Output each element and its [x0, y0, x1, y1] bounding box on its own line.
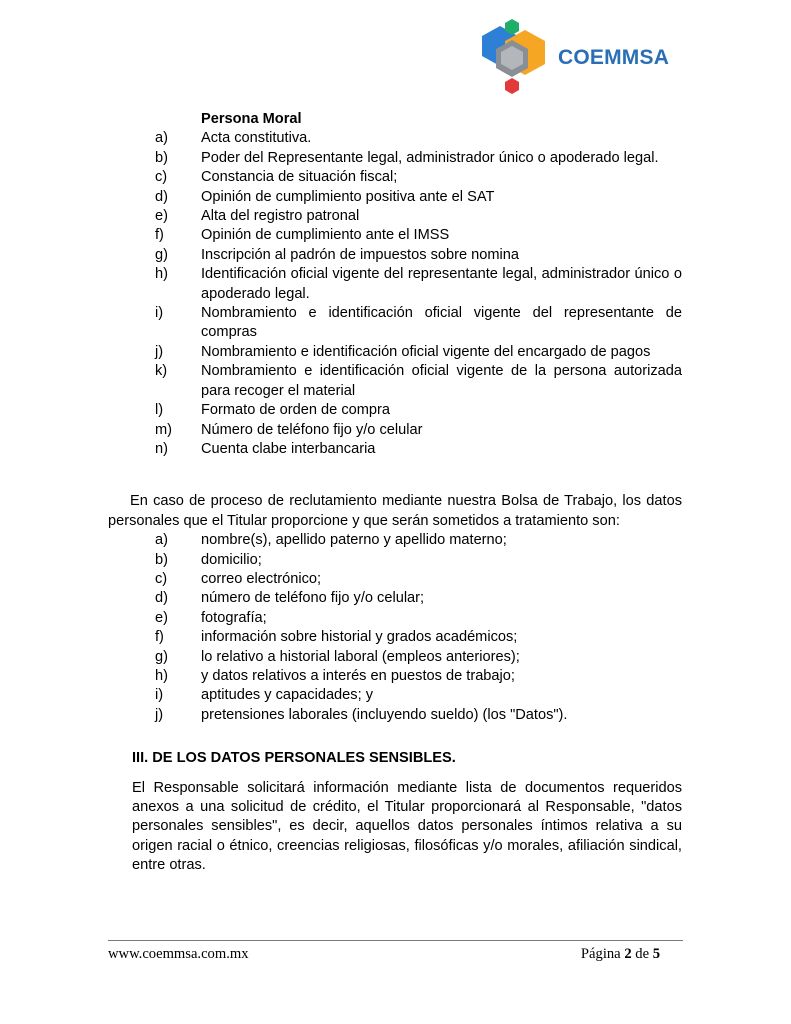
list-marker: n) [155, 440, 168, 457]
list-marker: j) [155, 343, 164, 360]
list-item-text: aptitudes y capacidades; y [201, 687, 373, 704]
footer-divider [108, 940, 683, 941]
list-item-text: número de teléfono fijo y/o celular; [201, 590, 425, 607]
list-marker: d) [155, 188, 168, 205]
list-item [108, 246, 682, 265]
reclutamiento-list [108, 531, 682, 725]
list-marker: f) [155, 227, 164, 244]
footer-page-number [581, 946, 660, 963]
list-marker: f) [155, 629, 164, 646]
section-3-title: III. DE LOS DATOS PERSONALES SENSIBLES. [132, 750, 456, 767]
list-item-text: Opinión de cumplimiento positiva ante el SAT [201, 188, 495, 205]
list-item-text: pretensiones laborales (incluyendo sueldo) (los "Datos"). [201, 706, 568, 723]
hexagon-logo-icon [470, 18, 560, 96]
list-item [108, 440, 682, 459]
page-label: Página [580, 946, 621, 962]
list-item-text: Identificación oficial vigente del representante legal, administrador único o apoderado legal. [201, 266, 682, 302]
list-item-text: Nombramiento e identificación oficial vigente de la persona autorizada para recoger el material [201, 363, 682, 399]
list-item-text: Poder del Representante legal, administrador único o apoderado legal. [201, 149, 659, 166]
list-item [108, 265, 682, 304]
list-marker: h) [155, 667, 168, 684]
page-total: 5 [652, 946, 660, 962]
list-item [108, 648, 682, 667]
list-marker: g) [155, 246, 168, 263]
list-item [108, 667, 682, 686]
list-item [108, 421, 682, 440]
list-item-text: correo electrónico; [201, 570, 322, 587]
list-item [108, 168, 682, 187]
list-marker: a) [155, 130, 168, 147]
company-logo [470, 18, 670, 96]
list-marker: i) [155, 305, 164, 322]
list-item [108, 226, 682, 245]
logo-wordmark: COEMMSA [558, 46, 670, 69]
list-marker: h) [155, 266, 168, 283]
list-item [108, 570, 682, 589]
list-item-text: Inscripción al padrón de impuestos sobre nomina [201, 246, 519, 263]
document-body [108, 110, 682, 876]
list-item [108, 551, 682, 570]
list-marker: b) [155, 149, 168, 166]
list-item-text: nombre(s), apellido paterno y apellido materno; [201, 532, 507, 549]
list-marker: k) [155, 363, 168, 380]
persona-moral-heading: Persona Moral [201, 111, 302, 127]
page-current: 2 [624, 946, 632, 962]
list-item [108, 706, 682, 725]
list-item [108, 149, 682, 168]
footer-website: www.coemmsa.com.mx [108, 946, 249, 962]
list-item-text: Cuenta clabe interbancaria [201, 440, 376, 457]
list-item [108, 628, 682, 647]
list-item [108, 401, 682, 420]
list-item [108, 188, 682, 207]
list-item-text: Alta del registro patronal [201, 208, 360, 225]
list-marker: d) [155, 590, 168, 607]
list-marker: e) [155, 609, 168, 626]
list-item [108, 362, 682, 401]
list-marker: b) [155, 551, 168, 568]
list-marker: a) [155, 532, 168, 549]
list-item-text: y datos relativos a interés en puestos de trabajo; [201, 667, 515, 684]
list-item-text: domicilio; [201, 551, 262, 568]
list-marker: g) [155, 648, 168, 665]
list-item [108, 531, 682, 550]
persona-moral-list [108, 129, 682, 459]
section-3-paragraph: El Responsable solicitará información mediante lista de documentos requeridos anexos a una solicitud de crédito, el Titular proporcionará al Responsable, "datos personales sensibles", es decir, aquellos datos personales íntimos relativa a su origen racial o étnico, creencias religiosas, filosóficas y/o morales, afiliación sindical, entre otras. [132, 779, 682, 874]
list-item-text: fotografía; [201, 609, 267, 626]
list-marker: l) [155, 402, 164, 419]
list-marker: j) [155, 706, 164, 723]
list-item-text: Nombramiento e identificación oficial vigente del encargado de pagos [201, 343, 651, 360]
list-item-text: Acta constitutiva. [201, 130, 312, 147]
list-item-text: Nombramiento e identificación oficial vigente del representante de compras [201, 305, 682, 341]
list-marker: i) [155, 687, 164, 704]
reclutamiento-paragraph: En caso de proceso de reclutamiento mediante nuestra Bolsa de Trabajo, los datos personales que el Titular proporcione y que serán sometidos a tratamiento son: [108, 493, 682, 529]
list-marker: e) [155, 208, 168, 225]
list-item [108, 304, 682, 343]
list-marker: m) [155, 421, 173, 438]
list-marker: c) [155, 570, 168, 587]
list-item [108, 686, 682, 705]
list-item-text: Opinión de cumplimiento ante el IMSS [201, 227, 450, 244]
list-item [108, 343, 682, 362]
list-item-text: Constancia de situación fiscal; [201, 169, 398, 186]
list-item [108, 589, 682, 608]
list-marker: c) [155, 169, 168, 186]
list-item-text: Formato de orden de compra [201, 402, 391, 419]
list-item-text: lo relativo a historial laboral (empleos anteriores); [201, 648, 520, 665]
list-item-text: Número de teléfono fijo y/o celular [201, 421, 423, 438]
list-item-text: información sobre historial y grados académicos; [201, 629, 518, 646]
page-sep: de [635, 946, 650, 962]
list-item [108, 129, 682, 148]
list-item [108, 207, 682, 226]
list-item [108, 609, 682, 628]
